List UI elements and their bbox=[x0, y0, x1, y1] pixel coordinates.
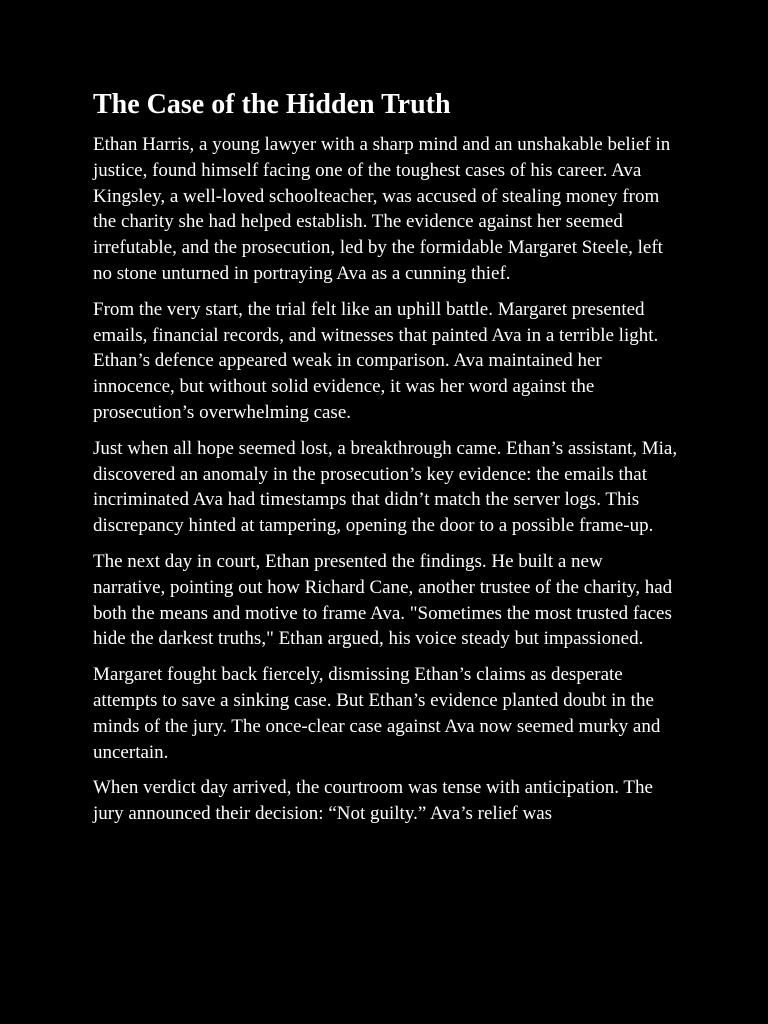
paragraph-6: When verdict day arrived, the courtroom was tense with anticipation. The jury announced their decision: “Not guilty.” Ava’s relief was bbox=[93, 777, 653, 825]
paragraph-1: Ethan Harris, a young lawyer with a sharp mind and an unshakable belief in justice, found himself facing one of the toughest cases of his career. Ava Kingsley, a well-loved schoolteacher, was accused of stealing money from the charity she had helped establish. The evidence against her seemed irrefutable, and the prosecution, led by the formidable Margaret Steele, left no stone unturned in portraying Ava as a cunning thief. bbox=[93, 134, 671, 284]
document-title: The Case of the Hidden Truth bbox=[93, 89, 451, 120]
paragraph-3: Just when all hope seemed lost, a breakthrough came. Ethan’s assistant, Mia, discovered an anomaly in the prosecution’s key evidence: the emails that incriminated Ava had timestamps that didn’t match the server logs. This discrepancy hinted at tampering, opening the door to a possible frame-up. bbox=[93, 437, 678, 537]
paragraph-5: Margaret fought back fiercely, dismissing Ethan’s claims as desperate attempts to save a sinking case. But Ethan’s evidence planted doubt in the minds of the jury. The once-clear case against Ava now seemed murky and uncertain. bbox=[93, 664, 661, 763]
document-page bbox=[93, 88, 678, 837]
paragraph-4: The next day in court, Ethan presented the findings. He built a new narrative, pointing out how Richard Cane, another trustee of the charity, had both the means and motive to frame Ava. "Sometimes the most trusted faces hide the darkest truths," Ethan argued, his voice steady but impassioned. bbox=[93, 550, 673, 650]
paragraph-2: From the very start, the trial felt like an uphill battle. Margaret presented emails, financial records, and witnesses that painted Ava in a terrible light. Ethan’s defence appeared weak in comparison. Ava maintained her innocence, but without solid evidence, it was her word against the prosecution’s overwhelming case. bbox=[93, 298, 659, 423]
